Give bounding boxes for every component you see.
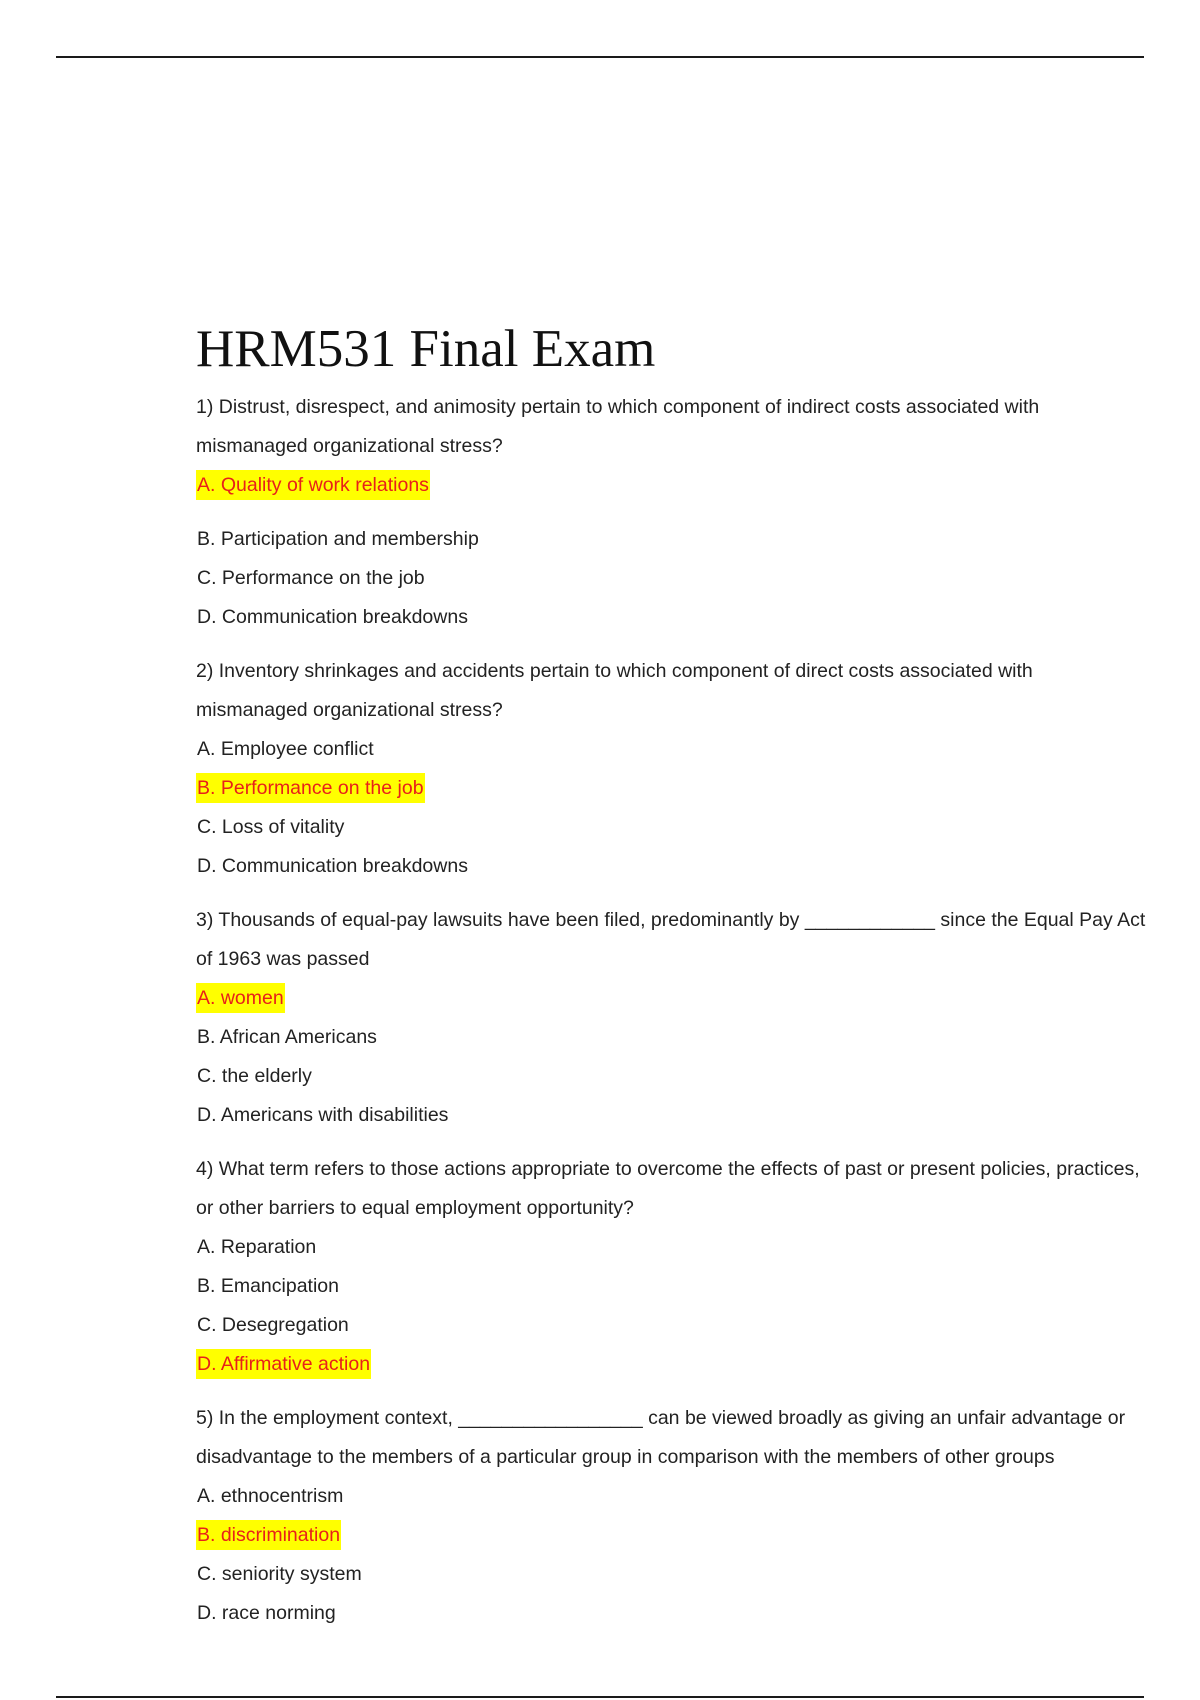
option-label: D. Communication breakdowns <box>197 855 468 877</box>
option-label: D. Affirmative action <box>196 1349 371 1379</box>
option-label: C. Loss of vitality <box>197 816 345 838</box>
option <box>196 1018 1146 1057</box>
option <box>196 1057 1146 1096</box>
spacer <box>196 886 1146 901</box>
option-label: A. Employee conflict <box>197 738 374 760</box>
answer-option <box>196 979 1146 1018</box>
bottom-rule <box>56 1696 1144 1698</box>
exam-page <box>196 318 1146 1633</box>
option-label: A. women <box>196 983 285 1013</box>
option <box>196 1594 1146 1633</box>
option-label: D. race norming <box>197 1602 336 1624</box>
option-label: B. discrimination <box>196 1520 341 1550</box>
option-label: C. Desegregation <box>197 1314 349 1336</box>
option-label: A. ethnocentrism <box>197 1485 344 1507</box>
option <box>196 1306 1146 1345</box>
option <box>196 1228 1146 1267</box>
option-label: D. Communication breakdowns <box>197 606 468 628</box>
option-label: A. Reparation <box>197 1236 317 1258</box>
option-list <box>196 979 1146 1135</box>
option-label: C. seniority system <box>197 1563 362 1585</box>
option-label: B. African Americans <box>197 1026 377 1048</box>
option-label: B. Participation and membership <box>197 528 479 550</box>
spacer <box>196 505 1146 520</box>
option-label: D. Americans with disabilities <box>197 1104 449 1126</box>
option-label: C. Performance on the job <box>197 567 425 589</box>
question-text: 5) In the employment context, _________________ can be viewed broadly as giving an unfair advantage or disadvantage to the members of a particular group in comparison with the members of other groups <box>196 1407 1126 1468</box>
option <box>196 1477 1146 1516</box>
option <box>196 559 1146 598</box>
answer-option <box>196 466 1146 505</box>
option <box>196 598 1146 637</box>
spacer <box>196 1384 1146 1399</box>
option <box>196 808 1146 847</box>
question <box>196 1150 1146 1384</box>
answer-option <box>196 769 1146 808</box>
option-label: A. Quality of work relations <box>196 470 430 500</box>
option <box>196 730 1146 769</box>
question <box>196 1399 1146 1633</box>
option-list <box>196 1228 1146 1384</box>
option-list <box>196 466 1146 637</box>
option <box>196 1267 1146 1306</box>
option <box>196 520 1146 559</box>
option <box>196 1555 1146 1594</box>
question-text: 1) Distrust, disrespect, and animosity pertain to which component of indirect costs associated with mismanaged organizational stress? <box>196 396 1040 457</box>
question-text: 3) Thousands of equal-pay lawsuits have been filed, predominantly by ____________ since the Equal Pay Act of 1963 was passed <box>196 909 1146 970</box>
page-title: HRM531 Final Exam <box>196 320 656 378</box>
answer-option <box>196 1516 1146 1555</box>
top-rule <box>56 56 1144 58</box>
question-text: 4) What term refers to those actions appropriate to overcome the effects of past or present policies, practices, or other barriers to equal employment opportunity? <box>196 1158 1140 1219</box>
question <box>196 652 1146 886</box>
option-label: C. the elderly <box>197 1065 312 1087</box>
option-label: B. Emancipation <box>197 1275 339 1297</box>
spacer <box>196 637 1146 652</box>
option <box>196 1096 1146 1135</box>
question <box>196 388 1146 637</box>
option <box>196 847 1146 886</box>
option-list <box>196 1477 1146 1633</box>
question-text: 2) Inventory shrinkages and accidents pertain to which component of direct costs associated with mismanaged organizational stress? <box>196 660 1033 721</box>
spacer <box>196 1135 1146 1150</box>
question <box>196 901 1146 1135</box>
option-list <box>196 730 1146 886</box>
answer-option <box>196 1345 1146 1384</box>
option-label: B. Performance on the job <box>196 773 425 803</box>
